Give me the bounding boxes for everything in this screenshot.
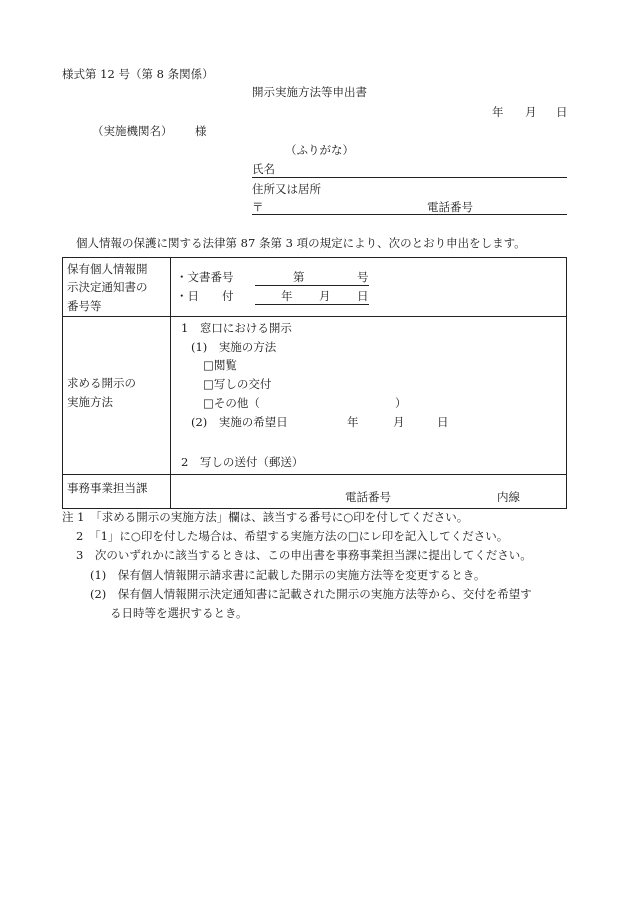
row-department [63,475,567,509]
notice-number-label-cell [63,258,171,317]
option-copy[interactable]: □写しの交付 [203,377,272,391]
name-label: 氏名 [252,162,275,176]
address-underline [252,214,567,215]
row-method [63,317,567,475]
option-view[interactable]: □閲覧 [203,358,237,372]
agency-name: （実施機関名） [92,124,173,138]
department-extension-label: 内線 [497,490,520,504]
wish-month: 月 [393,415,405,429]
doc-number-label: ・文書番号 [176,270,234,284]
department-value-cell [171,475,567,509]
option-other-close: ） [395,396,407,410]
option-other[interactable]: □その他（ [203,396,260,410]
note-2: 2 「1」に○印を付した場合は、希望する実施方法の□にレ印を記入してください。 [76,529,509,543]
method-label-cell [63,317,171,475]
doc-number-dai: 第 [293,270,305,284]
agency-honorific: 様 [195,124,207,138]
furigana-label: （ふりがな） [285,143,354,157]
row-notice-number [63,258,567,317]
address-label: 住所又は居所 [252,182,321,196]
name-underline [252,177,567,178]
department-label: 事務事業担当課 [67,481,148,495]
date-label: ・日 付 [176,289,234,303]
doc-number-underline [255,285,369,286]
date-month: 月 [525,105,537,119]
item-mail-copy: 2 写しの送付（郵送） [181,455,304,469]
note-3-2: (2) 保有個人情報開示決定通知書に記載された開示の実施方法等から、交付を希望す [90,587,532,601]
note-3-2-cont: る日時等を選択するとき。 [110,606,248,620]
note-3-1: (1) 保有個人情報開示請求書に記載した開示の実施方法等を変更するとき。 [90,568,486,582]
intro-text: 個人情報の保護に関する法律第 87 条第 3 項の規定により、次のとおり申出をします。 [76,236,526,250]
label-line: 示決定通知書の [67,280,148,294]
request-table [62,257,567,509]
phone-label: 電話番号 [427,200,473,214]
wish-year: 年 [347,415,359,429]
form-number: 様式第 12 号（第 8 条関係） [62,67,214,81]
date-underline [255,304,369,305]
notice-number-value-cell [171,258,567,317]
label-line: 求める開示の [67,376,136,390]
date-month-mark: 月 [319,289,331,303]
document-title: 開示実施方法等申出書 [252,85,367,99]
date-day-mark: 日 [357,289,369,303]
department-label-cell [63,475,171,509]
date-year-mark: 年 [281,289,293,303]
sub-method: (1) 実施の方法 [191,340,277,354]
note-1: 注 1 「求める開示の実施方法」欄は、該当する番号に○印を付してください。 [62,510,469,524]
note-3: 3 次のいずれかに該当するときは、この申出書を事務事業担当課に提出してください。 [76,548,532,562]
label-line: 保有個人情報開 [67,262,148,276]
method-options-cell [171,317,567,475]
date-year: 年 [492,105,504,119]
sub-wish-date: (2) 実施の希望日 [191,415,288,429]
postal-mark: 〒 [252,200,264,214]
date-day: 日 [556,105,568,119]
label-line: 番号等 [67,299,102,313]
label-line: 実施方法 [67,395,113,409]
item-window-disclosure: 1 窓口における開示 [181,321,292,335]
department-phone-label: 電話番号 [345,490,391,504]
wish-day: 日 [437,415,449,429]
doc-number-go: 号 [357,270,369,284]
